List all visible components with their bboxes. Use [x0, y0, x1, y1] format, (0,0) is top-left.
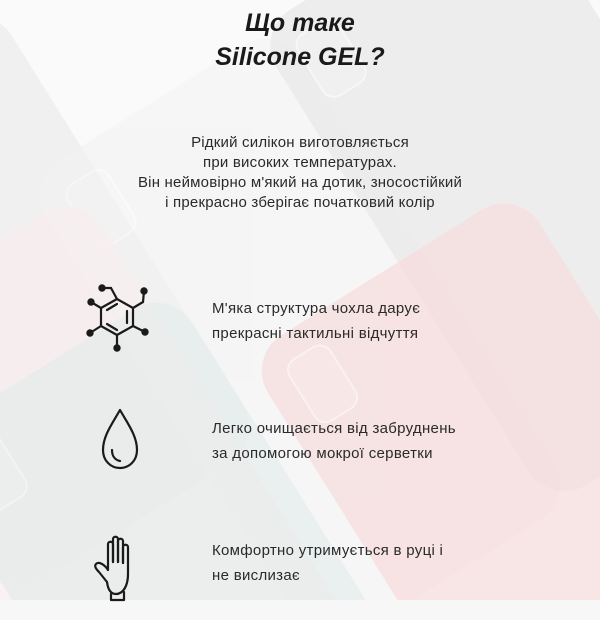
feature-soft-structure — [0, 282, 600, 372]
title-line-1: Що таке — [245, 9, 355, 37]
feature-line-2: не вислизає — [212, 567, 300, 584]
intro-line-4: і прекрасно зберігає початковий колір — [165, 194, 435, 211]
water-drop-icon — [78, 404, 156, 482]
molecule-icon — [78, 282, 156, 360]
feature-line-2: прекрасні тактильні відчуття — [212, 325, 419, 342]
intro-paragraph — [0, 133, 600, 213]
intro-line-3: Він неймовірно м'який на дотик, зносостійкий — [137, 174, 463, 191]
hand-icon — [78, 530, 156, 608]
feature-line-1: М'яка структура чохла дарує — [212, 300, 421, 317]
feature-comfortable-grip — [0, 530, 600, 620]
feature-text — [212, 296, 420, 346]
feature-line-2: за допомогою мокрої серветки — [212, 445, 433, 462]
title-line-2: Silicone GEL? — [215, 43, 385, 71]
page-title — [0, 6, 600, 74]
intro-line-1: Рідкий силікон виготовляється — [191, 134, 409, 151]
feature-easy-clean — [0, 404, 600, 494]
feature-text — [212, 416, 456, 466]
feature-line-1: Комфортно утримується в руці і — [212, 542, 444, 559]
intro-line-2: при високих температурах. — [203, 154, 397, 171]
feature-line-1: Легко очищається від забруднень — [212, 420, 456, 437]
feature-text — [212, 538, 443, 588]
